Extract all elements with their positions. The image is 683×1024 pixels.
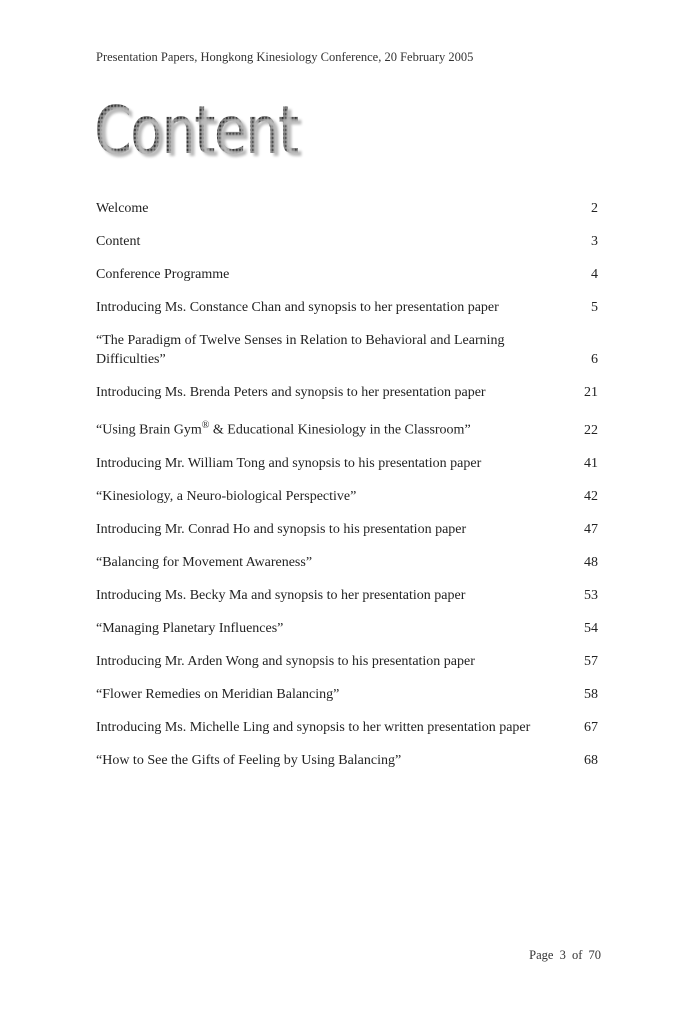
toc-entry-page: 3 — [591, 234, 598, 249]
toc-entry-title — [96, 416, 471, 440]
toc-entry-title: “Kinesiology, a Neuro-biological Perspective” — [96, 488, 357, 504]
toc-entry-title: Content — [96, 234, 141, 249]
toc-entry-title: “Balancing for Movement Awareness” — [96, 554, 313, 570]
toc-entry-title: “How to See the Gifts of Feeling by Using Balancing” — [96, 752, 402, 768]
toc-entry — [96, 232, 598, 251]
toc-entry-page: 2 — [591, 201, 598, 216]
toc-entry-title: “The Paradigm of Twelve Senses in Relation to Behavioral and Learning Difficulties” — [96, 333, 505, 367]
toc-entry — [96, 199, 598, 218]
toc-entry-title: Introducing Ms. Becky Ma and synopsis to her presentation paper — [96, 587, 466, 603]
toc-entry-page: 53 — [584, 587, 598, 603]
toc-entry — [96, 454, 598, 473]
toc-entry — [96, 416, 598, 440]
toc-entry — [96, 331, 598, 369]
toc-entry-page: 54 — [584, 620, 598, 636]
toc-entry-page: 21 — [584, 385, 598, 400]
toc-title-part: “Using Brain Gym — [96, 422, 202, 438]
page-title: Content — [94, 92, 298, 169]
toc-entry — [96, 487, 598, 506]
toc-entry — [96, 751, 598, 770]
page-number: Page 3 of 70 — [529, 948, 601, 962]
toc-entry — [96, 652, 598, 671]
toc-entry — [96, 383, 598, 402]
toc-entry-page: 42 — [584, 488, 598, 504]
toc-entry-title: Introducing Mr. William Tong and synopsis to his presentation paper — [96, 455, 482, 471]
toc-entry-title: Introducing Mr. Conrad Ho and synopsis to his presentation paper — [96, 521, 467, 537]
toc-entry-title: Introducing Mr. Arden Wong and synopsis to his presentation paper — [96, 653, 475, 669]
toc-entry-title: Introducing Ms. Constance Chan and synopsis to her presentation paper — [96, 300, 499, 315]
toc-entry-page: 22 — [584, 422, 598, 438]
toc-entry-page: 4 — [591, 267, 598, 282]
toc-entry-title: Conference Programme — [96, 267, 230, 282]
toc-entry — [96, 685, 598, 704]
toc-entry-page: 68 — [584, 752, 598, 768]
running-header: Presentation Papers, Hongkong Kinesiology Conference, 20 February 2005 — [96, 50, 474, 64]
toc-entry-title: Introducing Ms. Brenda Peters and synopsis to her presentation paper — [96, 385, 486, 400]
table-of-contents — [96, 199, 598, 784]
toc-entry — [96, 553, 598, 572]
toc-entry-page: 41 — [584, 455, 598, 471]
toc-entry — [96, 520, 598, 539]
registered-mark: ® — [201, 420, 210, 431]
toc-entry-page: 5 — [591, 300, 598, 315]
toc-entry-page: 6 — [591, 352, 598, 367]
toc-entry — [96, 265, 598, 284]
toc-entry-title: “Managing Planetary Influences” — [96, 620, 284, 636]
toc-entry-page: 67 — [584, 719, 598, 735]
toc-entry-page: 48 — [584, 554, 598, 570]
toc-title-part: & Educational Kinesiology in the Classroom” — [209, 422, 471, 438]
toc-entry-title: “Flower Remedies on Meridian Balancing” — [96, 686, 340, 702]
toc-entry-page: 47 — [584, 521, 598, 537]
toc-entry — [96, 586, 598, 605]
toc-entry — [96, 619, 598, 638]
toc-entry — [96, 718, 598, 737]
toc-entry — [96, 298, 598, 317]
toc-entry-title: Welcome — [96, 201, 149, 216]
toc-entry-title: Introducing Ms. Michelle Ling and synopsis to her written presentation paper — [96, 719, 531, 735]
toc-entry-page: 57 — [584, 653, 598, 669]
toc-entry-page: 58 — [584, 686, 598, 702]
